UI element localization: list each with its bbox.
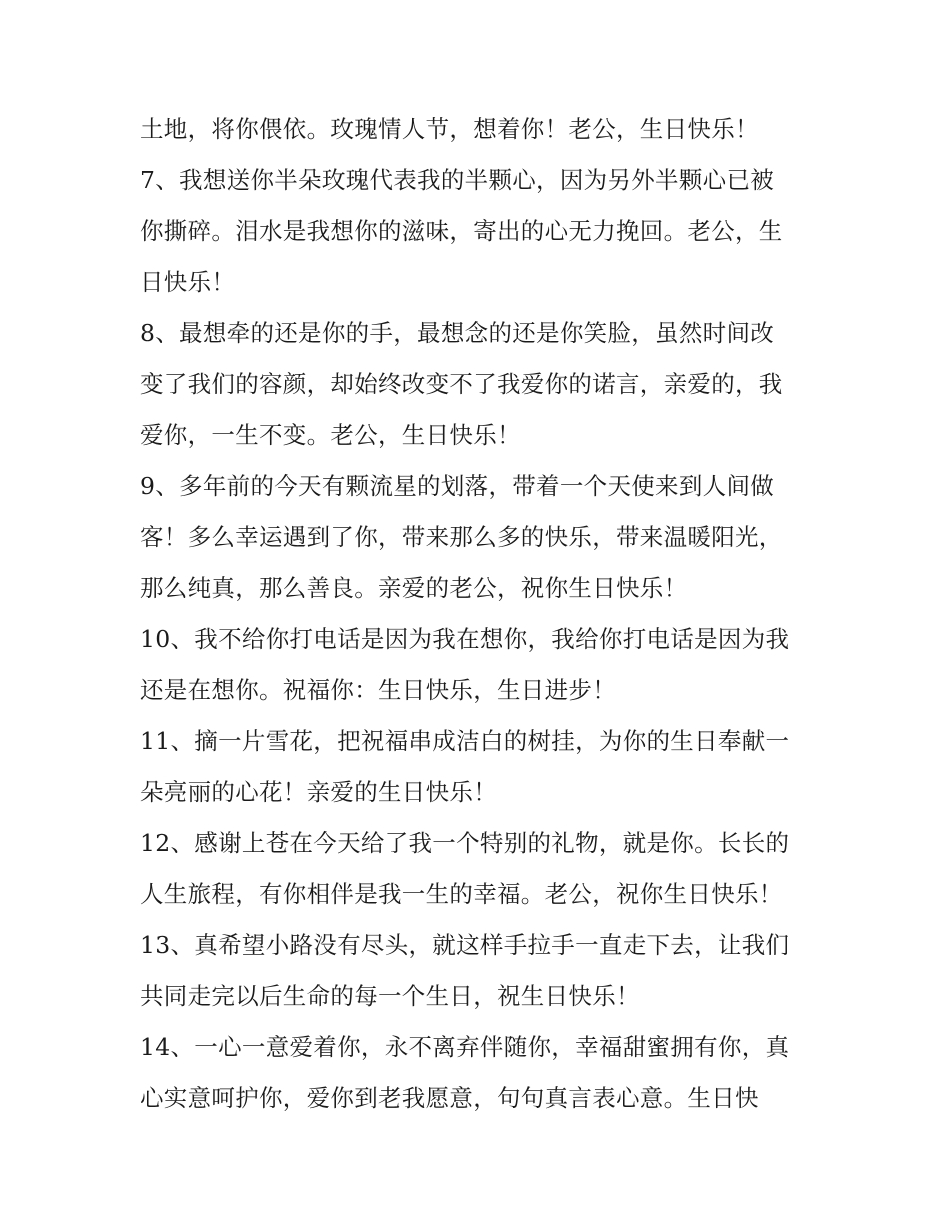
text-line: 还是在想你。祝福你：生日快乐，生日进步！ [140, 676, 616, 704]
text-line: 人生旅程，有你相伴是我一生的幸福。老公，祝你生日快乐！ [140, 880, 783, 908]
text-line: 共同走完以后生命的每一个生日，祝生日快乐！ [140, 982, 640, 1010]
text-line: 7、我想送你半朵玫瑰代表我的半颗心，因为另外半颗心已被 [140, 166, 775, 194]
document-body [140, 104, 840, 1124]
text-line: 13、真希望小路没有尽头，就这样手拉手一直走下去，让我们 [140, 931, 790, 959]
text-line: 朵亮丽的心花！亲爱的生日快乐！ [140, 778, 497, 806]
text-line: 那么纯真，那么善良。亲爱的老公，祝你生日快乐！ [140, 574, 688, 602]
text-line: 日快乐！ [140, 268, 236, 296]
text-line: 8、最想牵的还是你的手，最想念的还是你笑脸，虽然时间改 [140, 319, 775, 347]
text-line: 客！多么幸运遇到了你，带来那么多的快乐，带来温暖阳光， [140, 523, 783, 551]
text-line: 变了我们的容颜，却始终改变不了我爱你的诺言，亲爱的，我 [140, 370, 783, 398]
text-line: 12、感谢上苍在今天给了我一个特别的礼物，就是你。长长的 [140, 829, 790, 857]
text-line: 14、一心一意爱着你，永不离弃伴随你，幸福甜蜜拥有你，真 [140, 1033, 790, 1061]
text-line: 9、多年前的今天有颗流星的划落，带着一个天使来到人间做 [140, 472, 775, 500]
text-line: 11、摘一片雪花，把祝福串成洁白的树挂，为你的生日奉献一 [140, 727, 790, 755]
text-line: 你撕碎。泪水是我想你的滋味，寄出的心无力挽回。老公，生 [140, 217, 783, 245]
text-line: 爱你，一生不变。老公，生日快乐！ [140, 421, 521, 449]
text-line: 土地，将你偎依。玫瑰情人节，想着你！老公，生日快乐！ [140, 115, 759, 143]
text-line: 10、我不给你打电话是因为我在想你，我给你打电话是因为我 [140, 625, 790, 653]
text-line: 心实意呵护你，爱你到老我愿意，句句真言表心意。生日快 [140, 1084, 759, 1112]
